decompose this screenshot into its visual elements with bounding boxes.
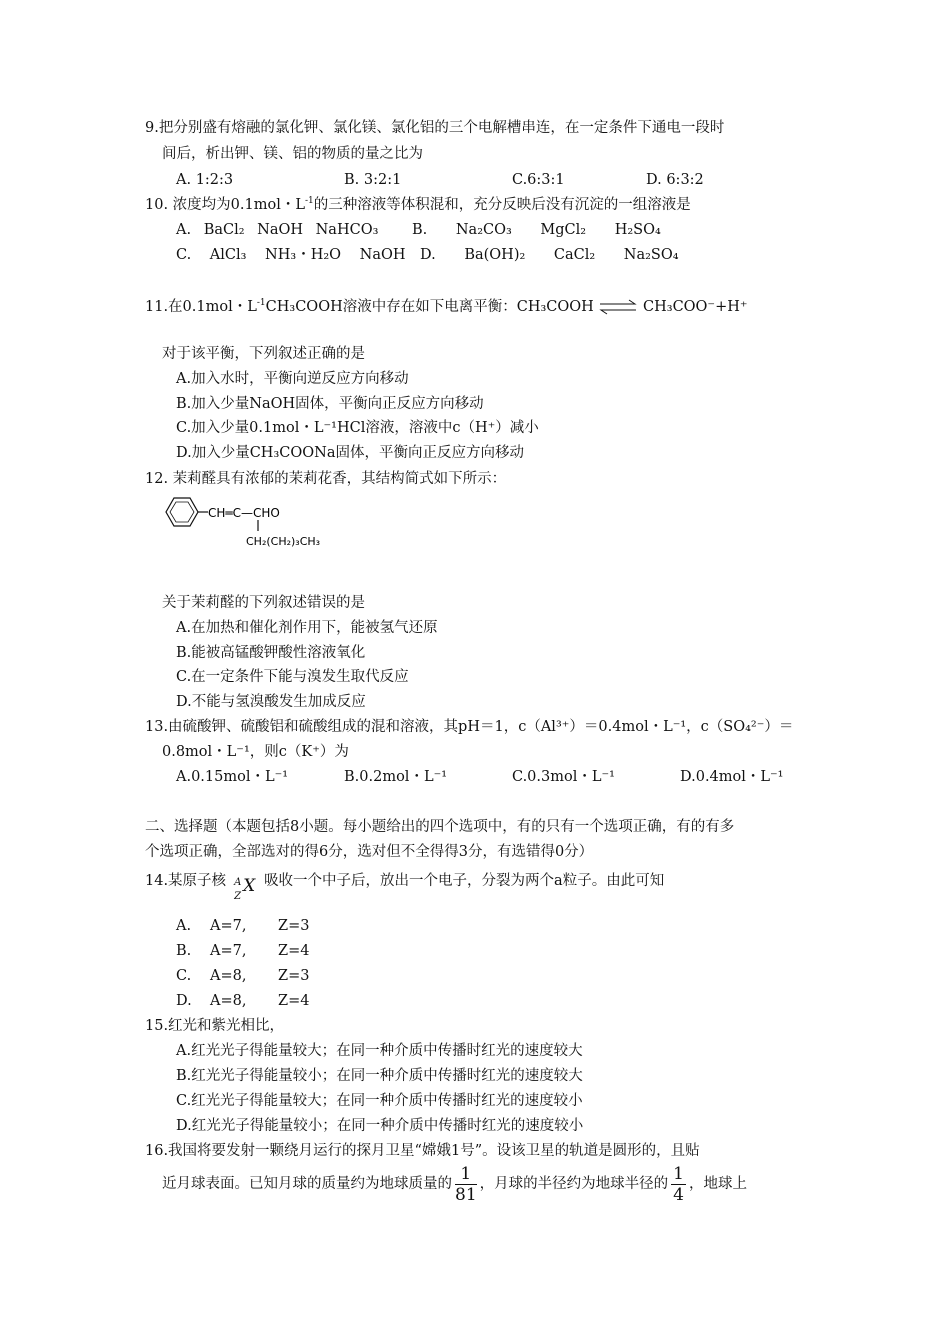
q10-stem-sup: -1 bbox=[304, 196, 314, 207]
q13-option-b: B.0.2mol・L⁻¹ bbox=[344, 769, 448, 785]
q11-option-c: C.加入少量0.1mol・L⁻¹HCl溶液，溶液中c（H⁺）减小 bbox=[176, 420, 539, 436]
q11-stem-sup: -1 bbox=[256, 298, 266, 309]
q15-option-b: B.红光光子得能量较小；在同一种介质中传播时红光的速度较大 bbox=[176, 1068, 583, 1084]
q13-line2: 0.8mol・L⁻¹，则c（K⁺）为 bbox=[162, 744, 349, 760]
option-label: B. bbox=[176, 943, 192, 959]
section2-line2: 个选项正确，全部选对的得6分，选对但不全得得3分，有选错得0分） bbox=[145, 844, 594, 860]
q9-line2: 间后，析出钾、镁、铝的物质的量之比为 bbox=[162, 146, 423, 162]
q10-option-d: D. Ba(OH)₂ CaCl₂ Na₂SO₄ bbox=[420, 247, 679, 263]
q15-option-d: D.红光光子得能量较小；在同一种介质中传播时红光的速度较小 bbox=[176, 1118, 584, 1134]
q9-line1: 9.把分别盛有熔融的氯化钾、氯化镁、氯化铝的三个电解槽串连，在一定条件下通电一段时 bbox=[145, 120, 725, 136]
q14-option-a bbox=[176, 916, 310, 936]
q12-option-a: A.在加热和催化剂作用下，能被氢气还原 bbox=[176, 620, 438, 636]
option-label: A. bbox=[176, 918, 192, 934]
nuclide-symbol bbox=[232, 866, 258, 902]
fraction-numerator: 1 bbox=[673, 1163, 684, 1184]
nuclide-letter: X bbox=[243, 876, 256, 896]
q14-stem bbox=[145, 866, 665, 902]
option-a-value: A=8, bbox=[210, 993, 247, 1009]
q16-text-c: ，地球上 bbox=[688, 1176, 747, 1192]
q10-option-c: C. AlCl₃ NH₃・H₂O NaOH bbox=[176, 247, 406, 263]
q14-option-b bbox=[176, 941, 310, 961]
q12-stem: 12. 茉莉醛具有浓郁的茉莉花香，其结构简式如下所示： bbox=[145, 471, 507, 487]
q9-option-b: B. 3:2:1 bbox=[344, 172, 402, 188]
q10-option-b: B. Na₂CO₃ MgCl₂ H₂SO₄ bbox=[412, 222, 661, 238]
q16-line1: 16.我国将要发射一颗绕月运行的探月卫星“嫦娥1号”。设该卫星的轨道是圆形的，且贴 bbox=[145, 1143, 700, 1159]
q15-option-c: C.红光光子得能量较大；在同一种介质中传播时红光的速度较小 bbox=[176, 1093, 583, 1109]
q13-option-c: C.0.3mol・L⁻¹ bbox=[512, 769, 615, 785]
q9-option-a: A. 1:2:3 bbox=[176, 172, 234, 188]
q15-option-a: A.红光光子得能量较大；在同一种介质中传播时红光的速度较大 bbox=[176, 1043, 583, 1059]
q16-line2 bbox=[162, 1162, 747, 1206]
q10-stem-b: 的三种溶液等体积混和，充分反映后没有沉淀的一组溶液是 bbox=[313, 197, 691, 213]
q11-option-d: D.加入少量CH₃COONa固体，平衡向正反应方向移动 bbox=[176, 445, 524, 461]
q10-stem-a: 10. 浓度均为0.1mol・L bbox=[145, 197, 305, 213]
q12-intro: 关于茉莉醛的下列叙述错误的是 bbox=[162, 595, 365, 611]
structure-top-label: CH═C—CHO bbox=[208, 506, 280, 520]
q12-option-c: C.在一定条件下能与溴发生取代反应 bbox=[176, 669, 409, 685]
option-z-value: Z=3 bbox=[278, 918, 310, 934]
q9-option-c: C.6:3:1 bbox=[512, 172, 565, 188]
q11-stem bbox=[145, 296, 748, 318]
q11-stem-c: CH₃COO⁻+H⁺ bbox=[643, 299, 748, 315]
equilibrium-arrow-icon bbox=[598, 296, 638, 318]
q16-text-a: 近月球表面。已知月球的质量约为地球质量的 bbox=[162, 1176, 452, 1192]
option-z-value: Z=3 bbox=[278, 968, 310, 984]
fraction-one-81st bbox=[455, 1164, 477, 1205]
section2-line1: 二、选择题（本题包括8小题。每小题给出的四个选项中，有的只有一个选项正确，有的有多 bbox=[145, 819, 735, 835]
option-a-value: A=8, bbox=[210, 968, 247, 984]
q14-stem-a: 14.某原子核 bbox=[145, 873, 227, 889]
q9-option-d: D. 6:3:2 bbox=[646, 172, 704, 188]
nuclide-atomic-number: Z bbox=[234, 891, 242, 902]
q14-option-c bbox=[176, 966, 310, 986]
fraction-one-quarter bbox=[671, 1164, 686, 1205]
q10-stem bbox=[145, 195, 691, 215]
nuclide-mass-number: A bbox=[234, 877, 242, 888]
option-z-value: Z=4 bbox=[278, 943, 310, 959]
q13-option-d: D.0.4mol・L⁻¹ bbox=[680, 769, 784, 785]
q11-option-b: B.加入少量NaOH固体，平衡向正反应方向移动 bbox=[176, 396, 484, 412]
q11-stem-b: CH₃COOH溶液中存在如下电离平衡：CH₃COOH bbox=[265, 299, 594, 315]
q13-option-a: A.0.15mol・L⁻¹ bbox=[176, 769, 289, 785]
fraction-denominator: 81 bbox=[455, 1184, 477, 1205]
fraction-numerator: 1 bbox=[455, 1164, 477, 1185]
option-a-value: A=7, bbox=[210, 943, 247, 959]
structure-bottom-label: CH₂(CH₂)₃CH₃ bbox=[246, 535, 321, 548]
option-label: D. bbox=[176, 993, 192, 1009]
option-label: C. bbox=[176, 968, 192, 984]
q11-option-a: A.加入水时，平衡向逆反应方向移动 bbox=[176, 371, 409, 387]
q14-stem-b: 吸收一个中子后，放出一个电子，分裂为两个a粒子。由此可知 bbox=[264, 873, 665, 889]
q13-line1: 13.由硫酸钾、硫酸铝和硫酸组成的混和溶液，其pH＝1，c（Al³⁺）＝0.4mol・L⁻¹，c（SO₄²⁻）＝ bbox=[145, 719, 794, 735]
q14-option-d bbox=[176, 991, 310, 1011]
option-a-value: A=7, bbox=[210, 918, 247, 934]
q12-option-b: B.能被高锰酸钾酸性溶液氧化 bbox=[176, 645, 366, 661]
q12-option-d: D.不能与氢溴酸发生加成反应 bbox=[176, 694, 366, 710]
q11-stem-a: 11.在0.1mol・L bbox=[145, 299, 257, 315]
jasminaldehyde-structure bbox=[160, 495, 350, 555]
fraction-denominator: 4 bbox=[673, 1184, 684, 1205]
q16-text-b: ，月球的半径约为地球半径的 bbox=[479, 1176, 669, 1192]
q10-option-a: A. BaCl₂ NaOH NaHCO₃ bbox=[176, 222, 379, 238]
q11-intro: 对于该平衡，下列叙述正确的是 bbox=[162, 346, 365, 362]
option-z-value: Z=4 bbox=[278, 993, 310, 1009]
q15-stem: 15.红光和紫光相比， bbox=[145, 1018, 285, 1034]
